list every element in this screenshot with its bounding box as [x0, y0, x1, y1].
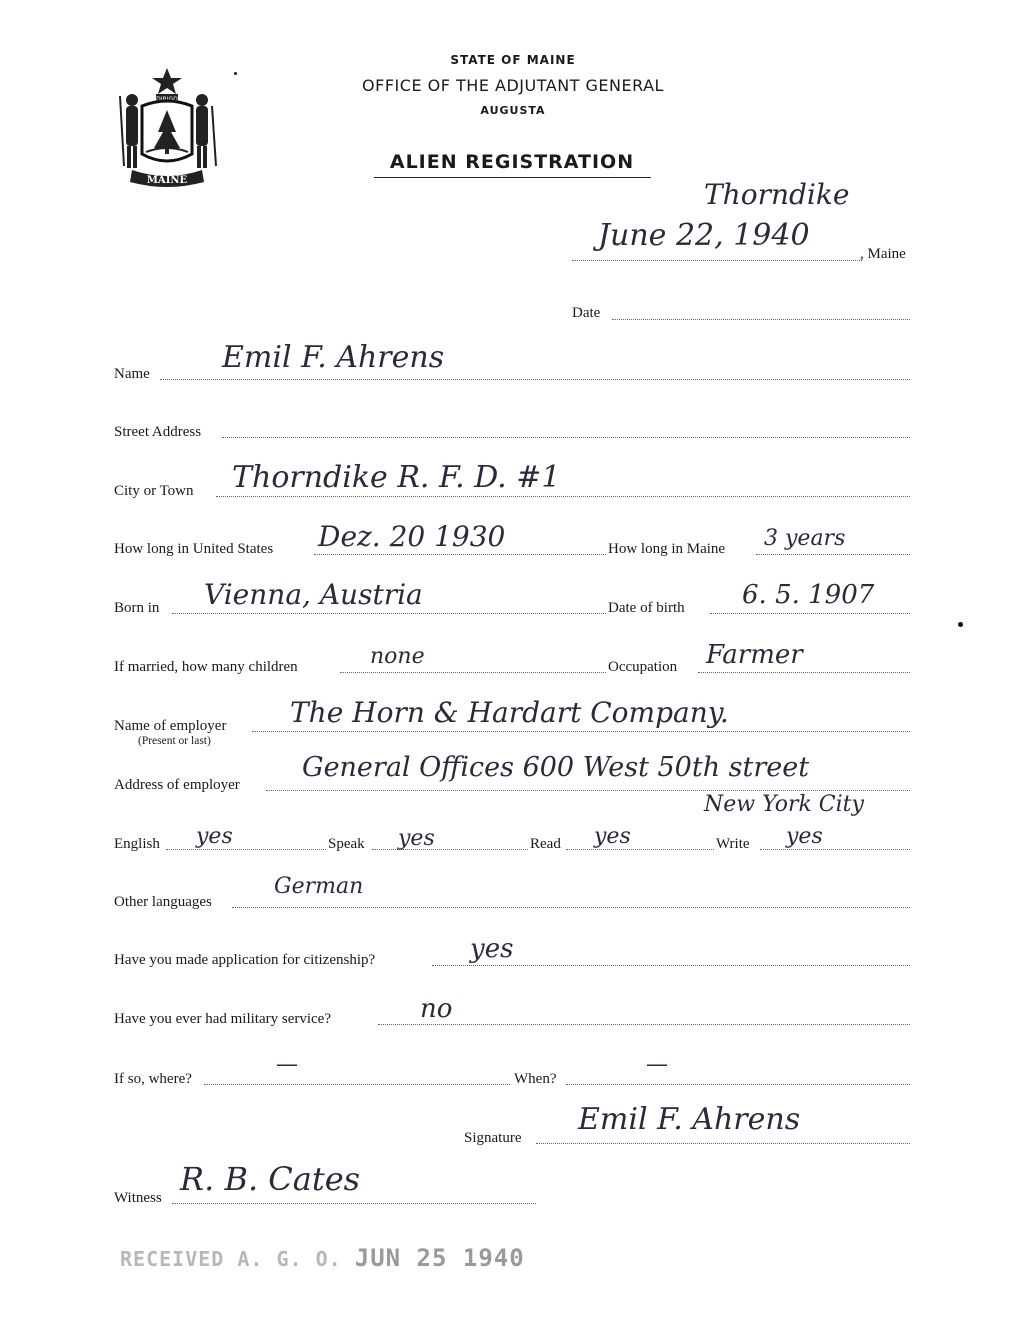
- how-long-us-value: Dez. 20 1930: [318, 520, 506, 553]
- employer-address-value: General Offices 600 West 50th street: [302, 752, 810, 783]
- name-label: Name: [114, 366, 150, 382]
- military-field[interactable]: [378, 1024, 910, 1025]
- write-label: Write: [716, 836, 750, 852]
- name-field[interactable]: [160, 379, 910, 380]
- svg-text:MAINE: MAINE: [146, 175, 188, 186]
- how-long-maine-field[interactable]: [756, 554, 910, 555]
- employer-address-field[interactable]: [266, 790, 910, 791]
- military-value: no: [420, 994, 453, 1024]
- citizenship-value: yes: [470, 934, 514, 964]
- date-field[interactable]: [612, 319, 910, 320]
- employer-field[interactable]: [252, 731, 910, 732]
- employer-value: The Horn & Hardart Company.: [290, 696, 729, 729]
- city-label: City or Town: [114, 483, 194, 499]
- header-city: AUGUSTA: [480, 104, 546, 117]
- when-field[interactable]: [566, 1084, 910, 1085]
- written-date-value: June 22, 1940: [598, 218, 810, 253]
- page-title: ALIEN REGISTRATION: [389, 151, 635, 173]
- employer-address-value-2: New York City: [704, 792, 864, 817]
- employer-address-label: Address of employer: [114, 777, 240, 793]
- write-value: yes: [786, 824, 823, 849]
- how-long-maine-value: 3 years: [764, 526, 846, 551]
- how-long-us-field[interactable]: [314, 554, 606, 555]
- ink-speck: [234, 72, 237, 75]
- occupation-field[interactable]: [698, 672, 910, 673]
- other-languages-value: German: [274, 874, 364, 899]
- children-field[interactable]: [340, 672, 606, 673]
- speak-field[interactable]: [372, 849, 528, 850]
- witness-value: R. B. Cates: [180, 1160, 361, 1198]
- english-value: yes: [196, 824, 233, 849]
- signature-field[interactable]: [536, 1143, 910, 1144]
- maine-suffix-label: , Maine: [860, 246, 906, 262]
- read-field[interactable]: [566, 849, 714, 850]
- title-underline: [374, 177, 651, 178]
- how-long-maine-label: How long in Maine: [608, 541, 726, 557]
- military-label: Have you ever had military service?: [114, 1011, 331, 1027]
- street-label: Street Address: [114, 424, 202, 440]
- signature-value: Emil F. Ahrens: [578, 1102, 801, 1137]
- dob-field[interactable]: [710, 613, 910, 614]
- born-in-value: Vienna, Austria: [204, 578, 423, 611]
- signature-label: Signature: [464, 1130, 522, 1146]
- when-value: —: [646, 1052, 668, 1077]
- witness-label: Witness: [114, 1190, 162, 1206]
- street-field[interactable]: [222, 437, 910, 438]
- city-field[interactable]: [216, 496, 910, 497]
- dob-value: 6. 5. 1907: [742, 580, 875, 610]
- where-value: —: [276, 1052, 298, 1077]
- place-value: Thorndike: [704, 178, 850, 211]
- where-label: If so, where?: [114, 1071, 192, 1087]
- english-field[interactable]: [166, 849, 326, 850]
- employer-label: Name of employer: [114, 718, 227, 734]
- where-field[interactable]: [204, 1084, 510, 1085]
- other-languages-field[interactable]: [232, 907, 910, 908]
- received-stamp-date: JUN 25 1940: [354, 1244, 525, 1272]
- header-state: STATE OF MAINE: [450, 53, 576, 67]
- citizenship-field[interactable]: [432, 965, 910, 966]
- header-office: OFFICE OF THE ADJUTANT GENERAL: [362, 76, 664, 95]
- place-line: [572, 260, 862, 261]
- received-stamp-text: RECEIVED A. G. O.: [120, 1247, 342, 1271]
- citizenship-label: Have you made application for citizenship?: [114, 952, 376, 968]
- born-in-field[interactable]: [172, 613, 606, 614]
- how-long-us-label: How long in United States: [114, 541, 274, 557]
- when-label: When?: [514, 1071, 557, 1087]
- occupation-label: Occupation: [608, 659, 678, 675]
- svg-text:DIRIGO: DIRIGO: [156, 96, 178, 103]
- speak-value: yes: [398, 826, 435, 851]
- write-field[interactable]: [760, 849, 910, 850]
- witness-field[interactable]: [172, 1203, 536, 1204]
- other-languages-label: Other languages: [114, 894, 212, 910]
- speak-label: Speak: [328, 836, 365, 852]
- city-value: Thorndike R. F. D. #1: [232, 460, 561, 495]
- employer-sublabel: (Present or last): [138, 735, 211, 747]
- children-value: none: [370, 644, 425, 669]
- read-value: yes: [594, 824, 631, 849]
- occupation-value: Farmer: [706, 640, 803, 670]
- children-label: If married, how many children: [114, 659, 298, 675]
- born-in-label: Born in: [114, 600, 160, 616]
- english-label: English: [114, 836, 160, 852]
- read-label: Read: [530, 836, 561, 852]
- date-label: Date: [572, 305, 601, 321]
- name-value: Emil F. Ahrens: [222, 340, 445, 375]
- dob-label: Date of birth: [608, 600, 685, 616]
- ink-speck: [958, 622, 963, 627]
- received-stamp: [120, 1244, 525, 1272]
